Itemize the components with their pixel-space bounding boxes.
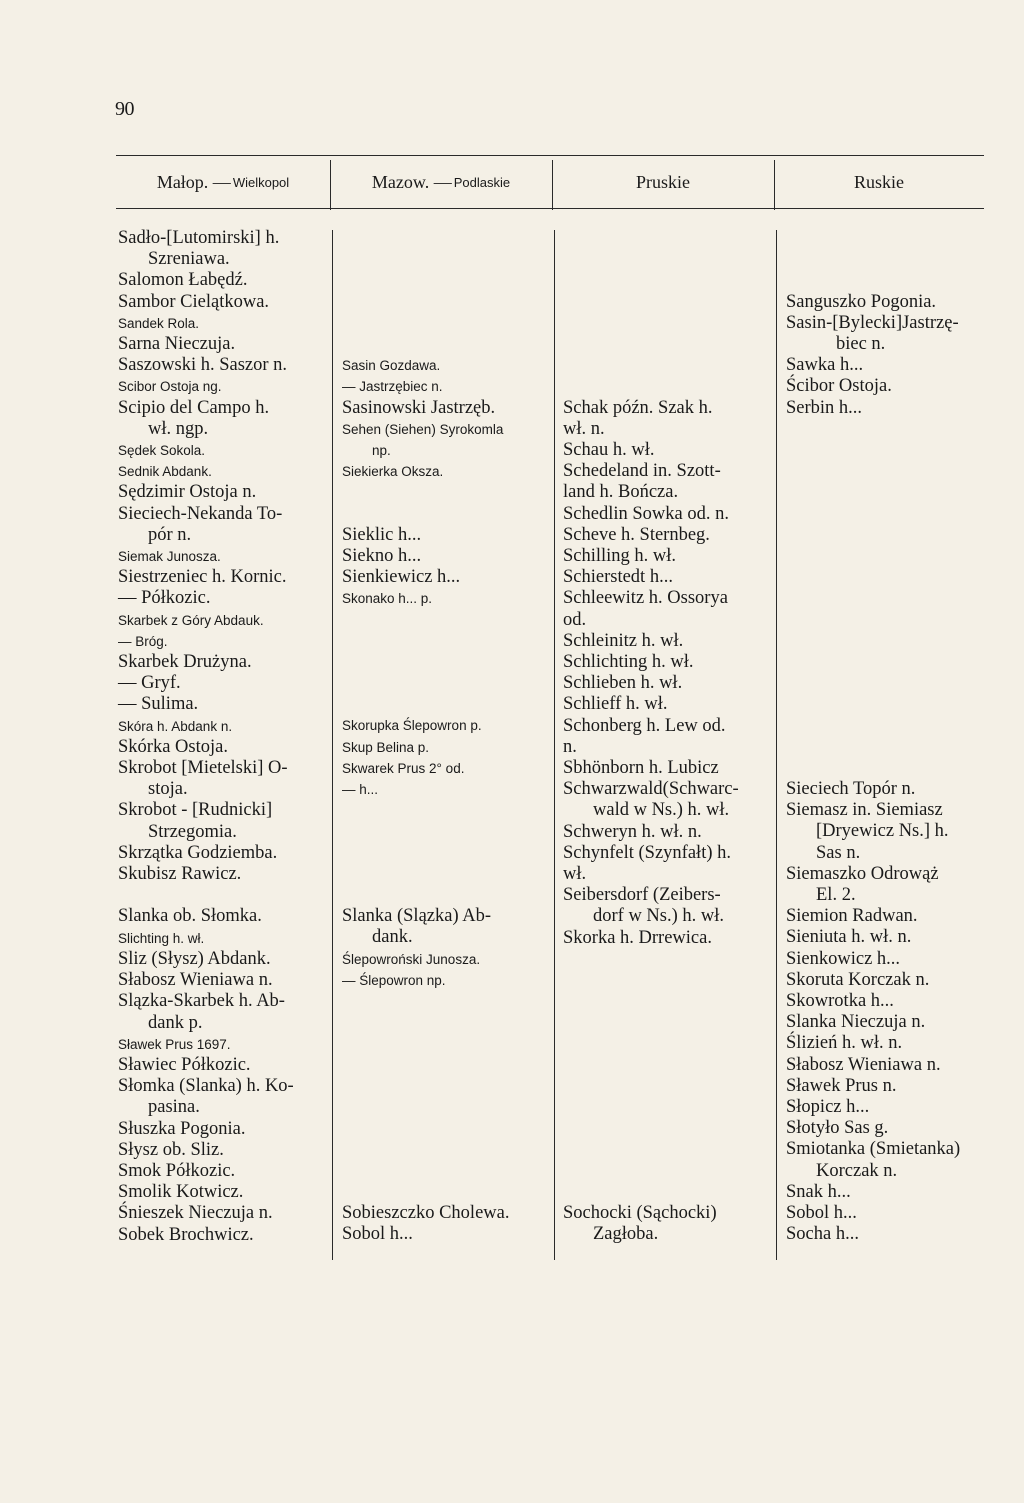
- entry-line: Seibersdorf (Zeibers-: [563, 885, 721, 906]
- column-pruskie: [563, 228, 773, 1245]
- entry-line: Siestrzeniec h. Kornic.: [118, 567, 287, 588]
- blank-line: [786, 228, 1011, 249]
- entry-line: Siemasz in. Siemiasz: [786, 800, 943, 821]
- blank-line: [118, 885, 328, 906]
- header-malop-sub: Wielkopol: [232, 174, 290, 190]
- blank-line: [786, 652, 1011, 673]
- blank-line: [342, 821, 552, 842]
- blank-line: [342, 610, 552, 631]
- header-divider-3: [774, 160, 775, 210]
- entry-line: Serbin h...: [786, 397, 863, 418]
- blank-line: [563, 1034, 773, 1055]
- entry-line: Schynfelt (Szynfałt) h.: [563, 842, 731, 863]
- entry-line: Sarna Nieczuja.: [118, 334, 236, 355]
- blank-line: [342, 1182, 552, 1203]
- blank-line: [563, 1012, 773, 1033]
- blank-line: [342, 864, 552, 885]
- entry-line: Skarbek Drużyna.: [118, 652, 252, 673]
- entry-line: Skorka h. Drrewica.: [563, 927, 712, 948]
- entry-line: Sas n.: [816, 842, 861, 863]
- column-divider-2: [554, 230, 555, 1260]
- entry-line: Scibor Ostoja ng.: [118, 379, 222, 395]
- entry-line: Sieciech-Nekanda To-: [118, 503, 283, 524]
- entry-line: Schleinitz h. wł.: [563, 630, 684, 651]
- blank-line: [342, 800, 552, 821]
- entry-line: Salomon Łabędź.: [118, 270, 248, 291]
- blank-line: [786, 609, 1011, 630]
- blank-line: [342, 1139, 552, 1160]
- entry-line: biec n.: [836, 333, 886, 354]
- entry-line: Siekierka Oksza.: [342, 464, 444, 480]
- entry-line: Ślepowroński Junosza.: [342, 951, 481, 967]
- entry-line: — h...: [342, 782, 379, 798]
- entry-line: Sieciech Topór n.: [786, 778, 916, 799]
- entry-line: Sliz (Słysz) Abdank.: [118, 948, 271, 969]
- blank-line: [563, 1118, 773, 1139]
- entry-line: [Dryewicz Ns.] h.: [816, 821, 949, 842]
- blank-line: [563, 376, 773, 397]
- entry-line: Skórka Ostoja.: [118, 736, 228, 757]
- entry-line: dank p.: [148, 1012, 203, 1033]
- blank-line: [342, 631, 552, 652]
- entry-line: Schlichting h. wł.: [563, 651, 694, 672]
- blank-line: [342, 991, 552, 1012]
- blank-line: [786, 694, 1011, 715]
- blank-line: [786, 419, 1011, 440]
- entry-line: Slichting h. wł.: [118, 930, 205, 946]
- header-divider-1: [330, 160, 331, 210]
- header-malop-main: Małop. —: [156, 171, 231, 192]
- entry-line: Skowrotka h...: [786, 991, 894, 1011]
- blank-line: [563, 1139, 773, 1160]
- entry-line: Siemion Radwan.: [786, 906, 918, 927]
- entry-line: Skóra h. Abdank n.: [118, 718, 233, 734]
- entry-line: Sandek Rola.: [118, 315, 200, 331]
- entry-line: Sędzimir Ostoja n.: [118, 482, 257, 503]
- entry-line: Sasinowski Jastrzęb.: [342, 397, 496, 418]
- entry-line: Siekno h...: [342, 545, 422, 566]
- entry-line: Schlieben h. wł.: [563, 673, 683, 694]
- entry-line: Sędek Sokola.: [118, 443, 206, 459]
- blank-line: [342, 313, 552, 334]
- entry-line: Sienkiewicz h...: [342, 567, 461, 588]
- entry-line: Schilling h. wł.: [563, 545, 677, 566]
- header-malop: [116, 162, 330, 202]
- header-pruskie: [552, 162, 774, 202]
- entry-line: Skubisz Rawicz.: [118, 864, 242, 885]
- entry-line: Schau h. wł.: [563, 439, 655, 460]
- entry-line: Slanka ob. Słomka.: [118, 906, 262, 927]
- blank-line: [342, 1012, 552, 1033]
- blank-line: [342, 249, 552, 270]
- entry-line: Skwarek Prus 2° od.: [342, 760, 465, 776]
- blank-line: [786, 567, 1011, 588]
- entry-line: Smolik Kotwicz.: [118, 1182, 244, 1203]
- entry-line: Skrzątka Godziemba.: [118, 842, 278, 863]
- blank-line: [563, 334, 773, 355]
- entry-line: Siemaszko Odrowąż: [786, 863, 939, 884]
- blank-line: [786, 270, 1011, 291]
- entry-line: Słuszka Pogonia.: [118, 1118, 246, 1139]
- entry-line: Ścibor Ostoja.: [786, 376, 892, 397]
- blank-line: [342, 673, 552, 694]
- blank-line: [786, 504, 1011, 525]
- entry-line: od.: [563, 609, 587, 630]
- entry-line: Sbhönborn h. Lubicz: [563, 757, 719, 778]
- blank-line: [342, 504, 552, 525]
- blank-line: [563, 270, 773, 291]
- header-mazow-main: Mazow. —: [371, 171, 452, 192]
- entry-line: Słabosz Wieniawa n.: [118, 970, 273, 991]
- entry-line: Słotyło Sas g.: [786, 1118, 889, 1139]
- entry-line: El. 2.: [816, 884, 856, 905]
- page-number: 90: [115, 98, 134, 120]
- entry-line: Sławek Prus n.: [786, 1075, 897, 1096]
- entry-line: Sieklic h...: [342, 524, 422, 545]
- entry-line: Sehen (Siehen) Syrokomla: [342, 421, 504, 437]
- blank-line: [342, 228, 552, 249]
- blank-line: [786, 546, 1011, 567]
- entry-line: Smok Półkozic.: [118, 1160, 236, 1181]
- header-divider-2: [552, 160, 553, 210]
- entry-line: Scipio del Campo h.: [118, 397, 270, 418]
- entry-line: Strzegomia.: [148, 821, 237, 842]
- entry-line: dorf w Ns.) h. wł.: [593, 906, 725, 927]
- blank-line: [786, 440, 1011, 461]
- entry-line: dank.: [372, 927, 413, 948]
- blank-line: [563, 1097, 773, 1118]
- entry-line: Skonako h... p.: [342, 591, 433, 607]
- entry-line: Slanka (Slązka) Ab-: [342, 906, 491, 927]
- blank-line: [342, 885, 552, 906]
- blank-line: [563, 1161, 773, 1182]
- header-pruskie-main: Pruskie: [636, 171, 690, 192]
- column-mazow: [342, 228, 552, 1245]
- entry-line: Skup Belina p.: [342, 739, 430, 755]
- header-mazow: [330, 162, 552, 202]
- column-malop: [118, 228, 328, 1246]
- entry-line: Schlieff h. wł.: [563, 694, 668, 715]
- entry-line: Schleewitz h. Ossorya: [563, 588, 728, 609]
- entry-line: Schedeland in. Szott-: [563, 461, 721, 482]
- column-header-row: [116, 162, 984, 202]
- entry-line: wald w Ns.) h. wł.: [593, 800, 730, 821]
- blank-line: [786, 715, 1011, 736]
- entry-line: — Bróg.: [118, 633, 168, 649]
- blank-line: [786, 482, 1011, 503]
- entry-line: Schierstedt h...: [563, 567, 673, 588]
- entry-line: Sambor Cielątkowa.: [118, 291, 270, 312]
- entry-line: — Półkozic.: [118, 588, 211, 609]
- entry-line: Slązka-Skarbek h. Ab-: [118, 991, 285, 1012]
- entry-line: Sasin-[Bylecki]Jastrzę-: [786, 312, 959, 333]
- entry-line: Korczak n.: [816, 1160, 898, 1181]
- entry-line: Sanguszko Pogonia.: [786, 291, 937, 312]
- blank-line: [563, 1182, 773, 1203]
- blank-line: [342, 843, 552, 864]
- entry-line: — Sulima.: [118, 694, 199, 715]
- entry-line: Schwarzwald(Schwarc-: [563, 779, 739, 800]
- entry-line: Skrobot [Mietelski] O-: [118, 758, 288, 779]
- entry-line: np.: [372, 442, 391, 458]
- blank-line: [563, 991, 773, 1012]
- entry-line: Schonberg h. Lew od.: [563, 715, 726, 736]
- entry-line: Siemak Junosza.: [118, 549, 221, 565]
- header-top-rule: [116, 155, 984, 156]
- blank-line: [786, 588, 1011, 609]
- header-ruskie: [774, 162, 984, 202]
- blank-line: [786, 525, 1011, 546]
- column-divider-1: [332, 230, 333, 1260]
- blank-line: [342, 292, 552, 313]
- entry-line: Snak h...: [786, 1181, 851, 1202]
- blank-line: [342, 1055, 552, 1076]
- blank-line: [563, 1055, 773, 1076]
- entry-line: Slanka Nieczuja n.: [786, 1012, 926, 1033]
- entry-line: Sobieszczko Cholewa.: [342, 1202, 510, 1223]
- header-mazow-sub: Podlaskie: [453, 174, 511, 190]
- blank-line: [563, 292, 773, 313]
- entry-line: Sobol h...: [342, 1224, 413, 1245]
- blank-line: [786, 758, 1011, 779]
- entry-line: Słopicz h...: [786, 1097, 870, 1118]
- entry-line: wł. ngp.: [148, 418, 209, 439]
- blank-line: [563, 970, 773, 991]
- entry-line: Schweryn h. wł. n.: [563, 821, 702, 842]
- blank-line: [342, 1118, 552, 1139]
- entry-line: Sobol h...: [786, 1203, 857, 1224]
- entry-line: Ślizień h. wł. n.: [786, 1033, 903, 1054]
- entry-line: Słysz ob. Sliz.: [118, 1139, 224, 1160]
- column-ruskie: [786, 228, 1011, 1245]
- entry-line: — Gryf.: [118, 673, 181, 694]
- entry-line: Sasin Gozdawa.: [342, 358, 441, 374]
- entry-line: Słomka (Slanka) h. Ko-: [118, 1076, 294, 1097]
- entry-line: Sławek Prus 1697.: [118, 1036, 231, 1052]
- entry-line: wł. n.: [563, 418, 605, 439]
- entry-line: Skoruta Korczak n.: [786, 969, 930, 990]
- entry-line: pasina.: [148, 1097, 200, 1118]
- entry-line: n.: [563, 736, 577, 757]
- entry-line: Schak późn. Szak h.: [563, 397, 713, 418]
- blank-line: [342, 1161, 552, 1182]
- entry-line: Sawka h...: [786, 355, 864, 376]
- entry-line: Socha h...: [786, 1224, 859, 1245]
- entry-line: Śnieszek Nieczuja n.: [118, 1203, 273, 1224]
- blank-line: [342, 652, 552, 673]
- blank-line: [786, 737, 1011, 758]
- entry-line: Smiotanka (Smietanka): [786, 1139, 961, 1160]
- entry-line: — Ślepowron np.: [342, 972, 446, 988]
- blank-line: [563, 249, 773, 270]
- blank-line: [342, 1076, 552, 1097]
- entry-line: Sobek Brochwicz.: [118, 1224, 254, 1245]
- blank-line: [786, 461, 1011, 482]
- entry-line: land h. Bończa.: [563, 482, 679, 503]
- blank-line: [563, 355, 773, 376]
- blank-line: [563, 228, 773, 249]
- blank-line: [342, 694, 552, 715]
- entry-line: Sieniuta h. wł. n.: [786, 927, 912, 948]
- entry-line: Sienkowicz h...: [786, 948, 901, 969]
- entry-line: Saszowski h. Saszor n.: [118, 355, 288, 376]
- entry-line: Skorupka Ślepowron p.: [342, 718, 482, 734]
- entry-line: — Jastrzębiec n.: [342, 379, 443, 395]
- entry-line: Zagłoba.: [593, 1224, 659, 1245]
- entry-line: Scheve h. Sternbeg.: [563, 524, 710, 545]
- column-divider-3: [776, 230, 777, 1260]
- blank-line: [342, 334, 552, 355]
- entry-line: Sławiec Półkozic.: [118, 1054, 251, 1075]
- entry-line: pór n.: [148, 524, 192, 545]
- entry-line: wł.: [563, 863, 587, 884]
- entry-line: Słabosz Wieniawa n.: [786, 1054, 941, 1075]
- entry-line: Skarbek z Góry Abdauk.: [118, 612, 264, 628]
- blank-line: [563, 1076, 773, 1097]
- blank-line: [786, 249, 1011, 270]
- entry-line: stoja.: [148, 779, 188, 800]
- blank-line: [342, 482, 552, 503]
- blank-line: [563, 313, 773, 334]
- entry-line: Sadło-[Lutomirski] h.: [118, 228, 280, 248]
- entry-line: Schedlin Sowka od. n.: [563, 503, 729, 524]
- blank-line: [786, 673, 1011, 694]
- blank-line: [342, 1033, 552, 1054]
- entry-line: Skrobot - [Rudnicki]: [118, 800, 273, 821]
- blank-line: [342, 270, 552, 291]
- entry-line: Sednik Abdank.: [118, 464, 212, 480]
- entry-line: Sochocki (Sąchocki): [563, 1203, 717, 1224]
- header-ruskie-main: Ruskie: [853, 171, 904, 192]
- entry-line: Szreniawa.: [148, 249, 230, 270]
- blank-line: [342, 1097, 552, 1118]
- blank-line: [786, 631, 1011, 652]
- header-bottom-rule: [116, 208, 984, 209]
- blank-line: [563, 949, 773, 970]
